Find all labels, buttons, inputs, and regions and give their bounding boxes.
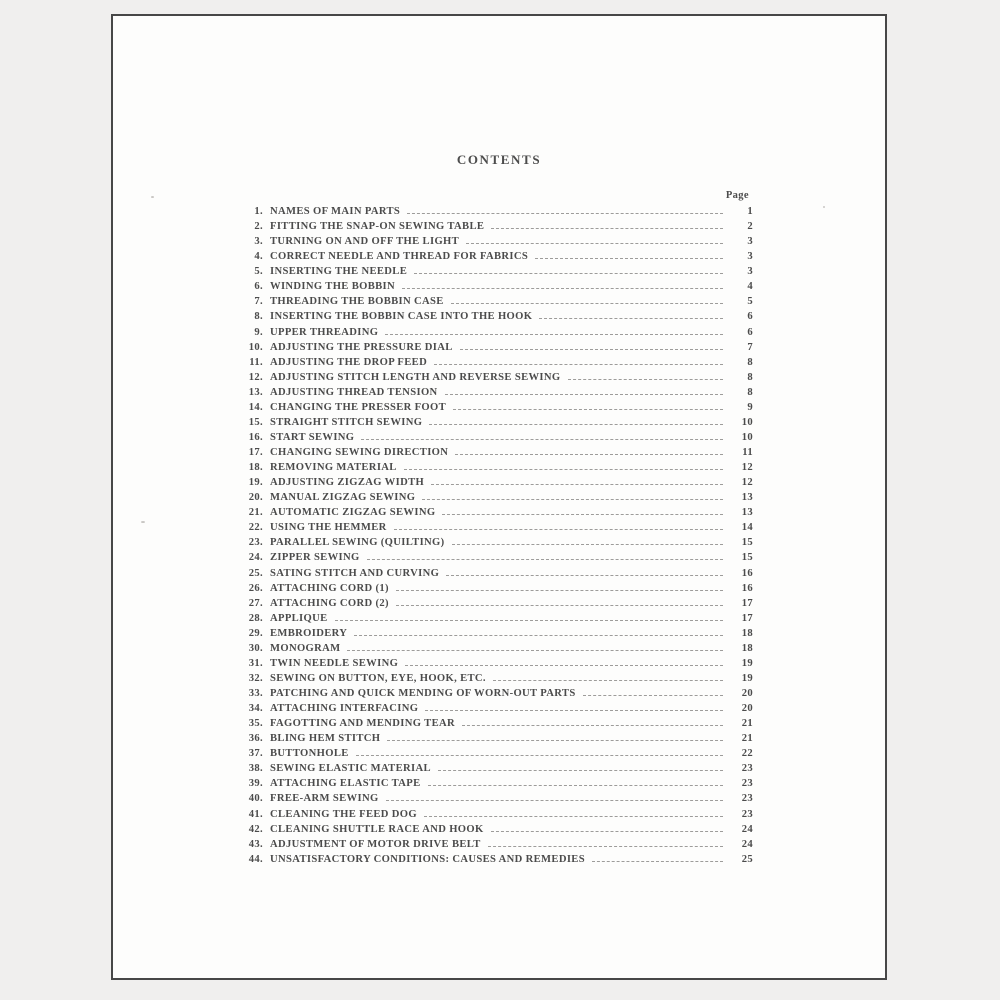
toc-item-title: START SEWING: [270, 431, 355, 443]
toc-item-page-number: 6: [747, 311, 753, 323]
toc-item-number: 2.: [254, 221, 263, 233]
toc-row: [243, 372, 753, 387]
dot-leader: [354, 635, 723, 636]
dot-leader: [402, 288, 723, 289]
dot-leader: [424, 816, 723, 817]
toc-item-number: 20.: [248, 492, 263, 504]
toc-item-number: 13.: [248, 386, 263, 398]
toc-row: [243, 643, 753, 658]
toc-item-page-number: 25: [741, 853, 753, 865]
toc-item-page-number: 23: [741, 793, 753, 805]
toc-item-page-number: 10: [741, 431, 753, 443]
toc-item-number: 39.: [248, 778, 263, 790]
toc-row: [243, 327, 753, 342]
toc-item-page-number: 21: [741, 718, 753, 730]
toc-row: [243, 236, 753, 251]
toc-row: [243, 583, 753, 598]
toc-row: [243, 839, 753, 854]
toc-item-page-number: 2: [747, 221, 753, 233]
toc-item-page-number: 17: [741, 612, 753, 624]
toc-item-page-number: 7: [747, 341, 753, 353]
dot-leader: [445, 394, 723, 395]
toc-row: [243, 748, 753, 763]
toc-item-page-number: 12: [741, 477, 753, 489]
toc-item-page-number: 21: [741, 733, 753, 745]
toc-row: [243, 281, 753, 296]
toc-item-number: 23.: [248, 537, 263, 549]
toc-item-title: SEWING ON BUTTON, EYE, HOOK, ETC.: [270, 672, 486, 684]
toc-item-title: THREADING THE BOBBIN CASE: [270, 296, 444, 308]
toc-item-title: ATTACHING CORD (2): [270, 597, 389, 609]
toc-item-title: UNSATISFACTORY CONDITIONS: CAUSES AND REMEDIES: [270, 853, 585, 865]
toc-item-title: INSERTING THE NEEDLE: [270, 266, 408, 278]
toc-item-number: 25.: [248, 567, 263, 579]
toc-item-page-number: 23: [741, 763, 753, 775]
dot-leader: [568, 379, 724, 380]
toc-item-title: FAGOTTING AND MENDING TEAR: [270, 718, 455, 730]
toc-item-number: 3.: [254, 236, 263, 248]
toc-item-page-number: 3: [747, 236, 753, 248]
toc-item-number: 10.: [248, 341, 263, 353]
dot-leader: [431, 484, 723, 485]
toc-row: [243, 296, 753, 311]
toc-item-number: 38.: [248, 763, 263, 775]
toc-item-number: 18.: [248, 462, 263, 474]
dot-leader: [493, 680, 723, 681]
dot-leader: [455, 454, 723, 455]
toc-item-page-number: 8: [747, 371, 753, 383]
toc-item-title: FITTING THE SNAP-ON SEWING TABLE: [270, 221, 485, 233]
toc-row: [243, 206, 753, 221]
dot-leader: [335, 620, 723, 621]
toc-item-number: 27.: [248, 597, 263, 609]
toc-item-page-number: 24: [741, 823, 753, 835]
page-column-header: Page: [725, 190, 749, 201]
toc-item-number: 11.: [249, 356, 263, 368]
toc-item-page-number: 23: [741, 808, 753, 820]
toc-item-number: 4.: [254, 251, 263, 263]
toc-item-title: MONOGRAM: [270, 642, 341, 654]
toc-item-number: 32.: [248, 672, 263, 684]
toc-row: [243, 658, 753, 673]
toc-item-page-number: 1: [747, 206, 753, 217]
dot-leader: [414, 273, 723, 274]
toc-row: [243, 251, 753, 266]
dot-leader: [396, 605, 723, 606]
toc-row: [243, 266, 753, 281]
toc-row: [243, 613, 753, 628]
toc-item-number: 33.: [248, 688, 263, 699]
dot-leader: [385, 334, 723, 335]
toc-row: [243, 447, 753, 462]
toc-item-number: 42.: [248, 823, 263, 835]
toc-item-number: 36.: [248, 733, 263, 745]
toc-item-page-number: 18: [741, 627, 753, 639]
toc-item-number: 6.: [254, 281, 263, 293]
toc-item-page-number: 3: [747, 266, 753, 278]
toc-row: [243, 673, 753, 688]
toc-row: [243, 507, 753, 522]
toc-item-page-number: 16: [741, 567, 753, 579]
scan-speck: [141, 521, 145, 523]
toc-item-title: APPLIQUE: [270, 612, 328, 624]
toc-row: [243, 417, 753, 432]
dot-leader: [425, 710, 723, 711]
toc-item-number: 7.: [254, 296, 263, 308]
toc-item-page-number: 19: [741, 657, 753, 669]
toc-item-title: CLEANING THE FEED DOG: [270, 808, 417, 820]
toc-item-title: CHANGING THE PRESSER FOOT: [270, 401, 447, 413]
toc-item-page-number: 15: [741, 537, 753, 549]
toc-item-number: 1.: [254, 206, 263, 217]
dot-leader: [407, 213, 723, 214]
dot-leader: [460, 349, 723, 350]
toc-item-page-number: 24: [741, 838, 753, 850]
toc-item-page-number: 18: [741, 642, 753, 654]
toc-item-title: ADJUSTING THE DROP FEED: [270, 356, 428, 368]
toc-item-page-number: 13: [741, 492, 753, 504]
dot-leader: [367, 559, 723, 560]
toc-item-title: ZIPPER SEWING: [270, 552, 360, 564]
toc-row: [243, 568, 753, 583]
toc-item-title: EMBROIDERY: [270, 627, 348, 639]
toc-item-page-number: 23: [741, 778, 753, 790]
toc-item-title: FREE-ARM SEWING: [270, 793, 379, 805]
toc-item-number: 29.: [248, 627, 263, 639]
toc-row: [243, 522, 753, 537]
dot-leader: [396, 590, 723, 591]
toc-item-title: SATING STITCH AND CURVING: [270, 567, 440, 579]
toc-item-page-number: 15: [741, 552, 753, 564]
toc-item-page-number: 17: [741, 597, 753, 609]
toc-item-number: 37.: [248, 748, 263, 760]
dot-leader: [442, 514, 723, 515]
toc-row: [243, 824, 753, 839]
dot-leader: [451, 303, 723, 304]
toc-row: [243, 628, 753, 643]
toc-item-number: 41.: [248, 808, 263, 820]
toc-row: [243, 688, 753, 703]
toc-row: [243, 854, 753, 869]
toc-row: [243, 311, 753, 326]
dot-leader: [491, 831, 723, 832]
scanned-page: [111, 14, 887, 980]
toc-item-title: CORRECT NEEDLE AND THREAD FOR FABRICS: [270, 251, 529, 263]
toc-row: [243, 552, 753, 567]
toc-item-title: PARALLEL SEWING (QUILTING): [270, 537, 445, 549]
toc-item-title: CLEANING SHUTTLE RACE AND HOOK: [270, 823, 484, 835]
toc-item-title: TWIN NEEDLE SEWING: [270, 657, 399, 669]
toc-item-number: 9.: [254, 326, 263, 338]
toc-item-title: ATTACHING INTERFACING: [270, 703, 419, 715]
toc-row: [243, 537, 753, 552]
toc-item-title: ATTACHING CORD (1): [270, 582, 389, 594]
dot-leader: [491, 228, 723, 229]
dot-leader: [404, 469, 723, 470]
toc-item-title: ADJUSTMENT OF MOTOR DRIVE BELT: [270, 838, 481, 850]
toc-item-number: 14.: [248, 401, 263, 413]
page-title: CONTENTS: [456, 152, 542, 167]
toc-item-title: STRAIGHT STITCH SEWING: [270, 416, 423, 428]
toc-item-number: 19.: [248, 477, 263, 489]
toc-item-title: BUTTONHOLE: [270, 748, 349, 760]
dot-leader: [422, 499, 723, 500]
toc-item-page-number: 22: [741, 748, 753, 760]
toc-item-title: ADJUSTING ZIGZAG WIDTH: [270, 477, 425, 489]
dot-leader: [453, 409, 723, 410]
toc-row: [243, 733, 753, 748]
toc-item-number: 34.: [248, 703, 263, 715]
toc-row: [243, 477, 753, 492]
toc-item-page-number: 16: [741, 582, 753, 594]
toc-item-page-number: 19: [741, 672, 753, 684]
toc-row: [243, 357, 753, 372]
toc-item-page-number: 3: [747, 251, 753, 263]
toc-item-page-number: 13: [741, 507, 753, 519]
toc-item-number: 22.: [248, 522, 263, 534]
dot-leader: [462, 725, 723, 726]
toc-list: [243, 206, 753, 869]
toc-item-page-number: 5: [747, 296, 753, 308]
toc-item-title: BLING HEM STITCH: [270, 733, 381, 745]
toc-row: [243, 718, 753, 733]
toc-item-number: 15.: [248, 416, 263, 428]
toc-item-number: 17.: [248, 447, 263, 458]
toc-row: [243, 598, 753, 613]
dot-leader: [429, 424, 723, 425]
toc-row: [243, 703, 753, 718]
toc-item-number: 21.: [248, 507, 263, 519]
toc-item-title: USING THE HEMMER: [270, 522, 387, 534]
dot-leader: [428, 785, 723, 786]
dot-leader: [434, 364, 723, 365]
toc-row: [243, 432, 753, 447]
dot-leader: [394, 529, 723, 530]
dot-leader: [387, 740, 723, 741]
toc-item-number: 31.: [248, 657, 263, 669]
toc-item-title: WINDING THE BOBBIN: [270, 281, 396, 293]
toc-row: [243, 809, 753, 824]
toc-item-number: 30.: [248, 642, 263, 654]
scan-speck: [823, 206, 825, 208]
toc-item-title: REMOVING MATERIAL: [270, 462, 397, 474]
dot-leader: [438, 770, 723, 771]
toc-item-page-number: 11: [742, 447, 753, 458]
toc-item-number: 43.: [248, 838, 263, 850]
toc-item-page-number: 8: [747, 386, 753, 398]
toc-item-page-number: 14: [741, 522, 753, 534]
toc-item-number: 5.: [254, 266, 263, 278]
toc-item-page-number: 4: [747, 281, 753, 293]
toc-item-number: 12.: [248, 371, 263, 383]
dot-leader: [446, 575, 723, 576]
toc-row: [243, 793, 753, 808]
toc-item-title: PATCHING AND QUICK MENDING OF WORN-OUT PARTS: [270, 688, 576, 699]
toc-item-page-number: 20: [741, 688, 753, 699]
toc-item-number: 16.: [248, 431, 263, 443]
dot-leader: [347, 650, 723, 651]
toc-item-number: 28.: [248, 612, 263, 624]
toc-item-title: ATTACHING ELASTIC TAPE: [270, 778, 421, 790]
toc-item-page-number: 6: [747, 326, 753, 338]
toc-item-page-number: 20: [741, 703, 753, 715]
toc-item-title: ADJUSTING STITCH LENGTH AND REVERSE SEWING: [270, 371, 561, 383]
toc-item-number: 40.: [248, 793, 263, 805]
toc-row: [243, 221, 753, 236]
toc-row: [243, 492, 753, 507]
toc-item-number: 35.: [248, 718, 263, 730]
toc-row: [243, 763, 753, 778]
dot-leader: [488, 846, 723, 847]
scan-speck: [151, 196, 154, 198]
toc-item-number: 24.: [248, 552, 263, 564]
toc-item-title: NAMES OF MAIN PARTS: [270, 206, 401, 217]
toc-row: [243, 387, 753, 402]
toc-item-title: TURNING ON AND OFF THE LIGHT: [270, 236, 460, 248]
toc-item-title: SEWING ELASTIC MATERIAL: [270, 763, 431, 775]
toc-item-title: ADJUSTING THE PRESSURE DIAL: [270, 341, 453, 353]
dot-leader: [592, 861, 723, 862]
toc-item-title: ADJUSTING THREAD TENSION: [270, 386, 438, 398]
toc-row: [243, 778, 753, 793]
dot-leader: [405, 665, 723, 666]
toc-item-title: INSERTING THE BOBBIN CASE INTO THE HOOK: [270, 311, 533, 323]
toc-item-title: CHANGING SEWING DIRECTION: [270, 447, 449, 458]
dot-leader: [583, 695, 723, 696]
toc-item-title: AUTOMATIC ZIGZAG SEWING: [270, 507, 436, 519]
toc-item-title: UPPER THREADING: [270, 326, 379, 338]
toc-item-number: 26.: [248, 582, 263, 594]
dot-leader: [539, 318, 723, 319]
dot-leader: [361, 439, 723, 440]
toc-item-page-number: 9: [747, 401, 753, 413]
dot-leader: [356, 755, 723, 756]
dot-leader: [535, 258, 723, 259]
toc-row: [243, 402, 753, 417]
toc-item-number: 44.: [248, 853, 263, 865]
dot-leader: [466, 243, 723, 244]
toc-item-page-number: 10: [741, 416, 753, 428]
toc-item-page-number: 8: [747, 356, 753, 368]
toc-item-page-number: 12: [741, 462, 753, 474]
dot-leader: [452, 544, 723, 545]
dot-leader: [386, 800, 723, 801]
toc-row: [243, 342, 753, 357]
toc-row: [243, 462, 753, 477]
toc-item-number: 8.: [254, 311, 263, 323]
toc-item-title: MANUAL ZIGZAG SEWING: [270, 492, 416, 504]
